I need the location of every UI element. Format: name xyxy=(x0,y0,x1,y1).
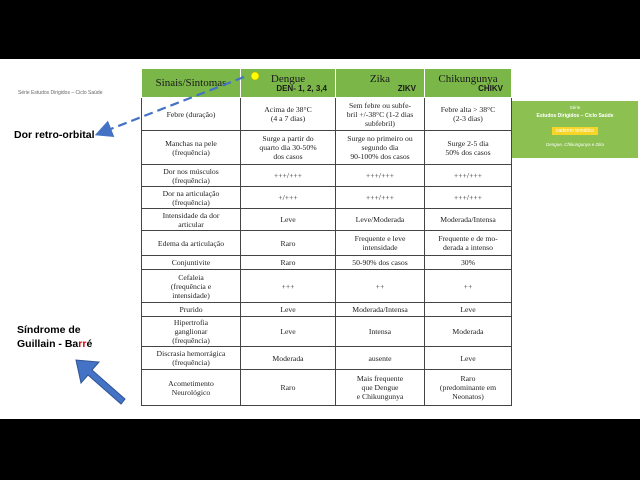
cell-chikungunya: Frequente e de mo- derada a intenso xyxy=(425,231,512,256)
cell-dengue: Raro xyxy=(241,256,336,270)
retro-orbital-note: Dor retro-orbital xyxy=(14,129,95,141)
cell-zika: +++/+++ xyxy=(336,187,425,209)
cell-symptom: Edema da articulação xyxy=(142,231,241,256)
cell-dengue: Leve xyxy=(241,317,336,347)
cell-dengue: +++ xyxy=(241,270,336,303)
pointer-dot-icon xyxy=(251,72,259,80)
cell-zika: Mais frequente que Dengue e Chikungunya xyxy=(336,370,425,406)
cell-symptom: Febre (duração) xyxy=(142,98,241,131)
cell-zika: Leve/Moderada xyxy=(336,209,425,231)
cell-symptom: Dor na articulação (frequência) xyxy=(142,187,241,209)
cell-dengue: Leve xyxy=(241,303,336,317)
guillain-barre-text-a: Guillain - Ba xyxy=(17,338,79,350)
cell-chikungunya: Surge 2-5 dia 50% dos casos xyxy=(425,131,512,165)
cell-zika: Moderada/Intensa xyxy=(336,303,425,317)
cell-dengue: +++/+++ xyxy=(241,165,336,187)
cell-chikungunya: ++ xyxy=(425,270,512,303)
cell-chikungunya: Leve xyxy=(425,303,512,317)
cell-symptom: Cefaleia (frequência e intensidade) xyxy=(142,270,241,303)
cell-chikungunya: Moderada/Intensa xyxy=(425,209,512,231)
cell-symptom: Intensidade da dor articular xyxy=(142,209,241,231)
cell-symptom: Acometimento Neurológico xyxy=(142,370,241,406)
header-chikungunya: Chikungunya CHIKV xyxy=(425,69,512,98)
cell-dengue: Raro xyxy=(241,231,336,256)
cell-zika: ++ xyxy=(336,270,425,303)
cell-chikungunya: Febre alta > 38°C (2-3 dias) xyxy=(425,98,512,131)
header-zika: Zika ZIKV xyxy=(336,69,425,98)
slide xyxy=(0,59,640,419)
guillain-barre-highlight: rr xyxy=(78,338,87,350)
guillain-barre-line1: Síndrome de xyxy=(17,324,81,336)
cell-dengue: Raro xyxy=(241,370,336,406)
cell-zika: Surge no primeiro ou segundo dia 90-100% dos casos xyxy=(336,131,425,165)
cell-symptom: Discrasia hemorrágica (frequência) xyxy=(142,347,241,370)
cell-dengue: Leve xyxy=(241,209,336,231)
cover-subtitle: Dengue, Chikungunya e Zika xyxy=(545,142,605,147)
cell-symptom: Manchas na pele (frequência) xyxy=(142,131,241,165)
cover-badge: caderno temático xyxy=(552,127,598,135)
cell-dengue: Moderada xyxy=(241,347,336,370)
series-label: Série Estudos Dirigidos – Ciclo Saúde xyxy=(18,90,103,96)
cell-dengue: +/+++ xyxy=(241,187,336,209)
cell-zika: Frequente e leve intensidade xyxy=(336,231,425,256)
cell-symptom: Conjuntivite xyxy=(142,256,241,270)
cell-symptom: Dor nos músculos (frequência) xyxy=(142,165,241,187)
cell-zika: ausente xyxy=(336,347,425,370)
cell-symptom: Prurido xyxy=(142,303,241,317)
cell-chikungunya: Moderada xyxy=(425,317,512,347)
cell-dengue: Acima de 38°C (4 a 7 dias) xyxy=(241,98,336,131)
guillain-barre-text-b: é xyxy=(86,338,93,350)
cell-symptom: Hipertrofia ganglionar (frequência) xyxy=(142,317,241,347)
cell-zika: 50-90% dos casos xyxy=(336,256,425,270)
retro-orbital-dashed-arrow xyxy=(103,77,244,132)
annotation-overlay xyxy=(0,59,640,419)
header-dengue: Dengue DEN- 1, 2, 3,4 xyxy=(241,69,336,98)
cell-zika: +++/+++ xyxy=(336,165,425,187)
cell-chikungunya: +++/+++ xyxy=(425,165,512,187)
cell-chikungunya: 30% xyxy=(425,256,512,270)
cover-title: Estudos Dirigidos – Ciclo Saúde xyxy=(536,113,614,119)
cell-zika: Sem febre ou subfe- bril +/-38°C (1-2 dias subfebril) xyxy=(336,98,425,131)
guillain-barre-arrow-icon xyxy=(76,360,125,404)
header-signs-symptoms: Sinais/Sintomas xyxy=(142,69,241,98)
cell-chikungunya: +++/+++ xyxy=(425,187,512,209)
cell-chikungunya: Leve xyxy=(425,347,512,370)
cell-zika: Intensa xyxy=(336,317,425,347)
cell-chikungunya: Raro (predominante em Neonatos) xyxy=(425,370,512,406)
cell-dengue: Surge a partir do quarto dia 30-50% dos casos xyxy=(241,131,336,165)
cover-series: Série xyxy=(569,105,581,110)
